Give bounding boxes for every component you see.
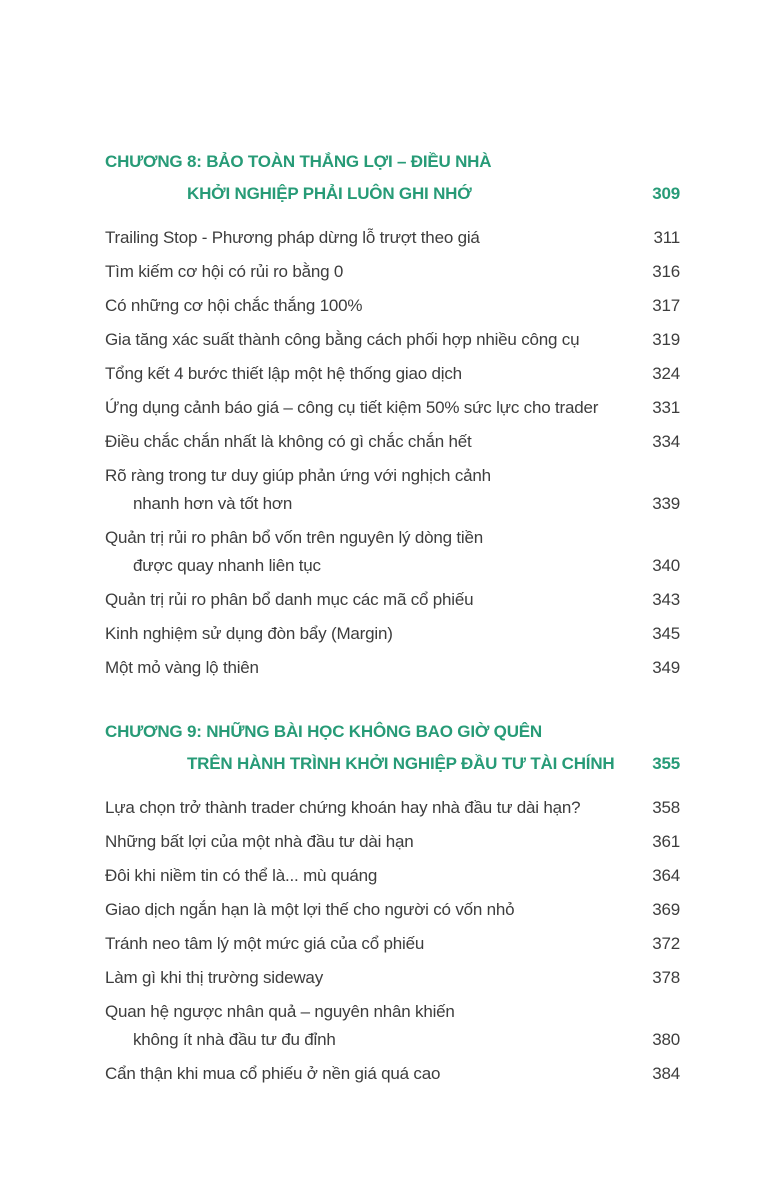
entry-title [105, 394, 642, 422]
toc-entry [105, 620, 680, 648]
entry-title [105, 524, 642, 580]
entry-page-number: 369 [652, 900, 680, 919]
toc-entry [105, 654, 680, 682]
entry-title-line: Điều chắc chắn nhất là không có gì chắc chắn hết [105, 432, 472, 451]
toc-entry [105, 462, 680, 518]
toc-entry [105, 828, 680, 856]
entry-title-line: Đôi khi niềm tin có thể là... mù quáng [105, 866, 378, 885]
entry-title [105, 862, 642, 890]
toc-entry [105, 326, 680, 354]
entry-page-number: 317 [652, 296, 680, 315]
entry-title-line: Làm gì khi thị trường sideway [105, 968, 323, 987]
entry-title [105, 998, 642, 1054]
entry-title [105, 258, 642, 286]
entry-title [105, 462, 642, 518]
toc-entry [105, 896, 680, 924]
chapter-entries [105, 224, 680, 682]
entry-page-number: 311 [653, 228, 680, 247]
entry-title [105, 360, 642, 388]
toc-entry [105, 524, 680, 580]
toc-entry [105, 1060, 680, 1088]
entry-title-line: Rõ ràng trong tư duy giúp phản ứng với nghịch cảnh [105, 466, 491, 485]
entry-title-line: Lựa chọn trở thành trader chứng khoán hay nhà đầu tư dài hạn? [105, 798, 581, 817]
entry-title-line: Kinh nghiệm sử dụng đòn bẩy (Margin) [105, 624, 393, 643]
entry-title [105, 930, 642, 958]
entry-title [105, 1060, 642, 1088]
chapter-heading-text [105, 716, 642, 780]
entry-title [105, 428, 642, 456]
entry-title-line: Ứng dụng cảnh báo giá – công cụ tiết kiệm 50% sức lực cho trader [105, 398, 599, 417]
entry-title-line: Giao dịch ngắn hạn là một lợi thế cho người có vốn nhỏ [105, 900, 515, 919]
toc-section-chapter-9 [105, 716, 680, 1088]
entry-title-line: Cẩn thận khi mua cổ phiếu ở nền giá quá cao [105, 1064, 441, 1083]
entry-page-number: 364 [652, 866, 680, 885]
chapter-heading-line: CHƯƠNG 9: NHỮNG BÀI HỌC KHÔNG BAO GIỜ QUÊN [105, 722, 542, 741]
entry-title [105, 896, 642, 924]
entry-page-number: 378 [652, 968, 680, 987]
entry-title-line: Quản trị rủi ro phân bổ vốn trên nguyên lý dòng tiền [105, 528, 484, 547]
entry-title-line: Những bất lợi của một nhà đầu tư dài hạn [105, 832, 414, 851]
chapter-heading-line: TRÊN HÀNH TRÌNH KHỞI NGHIỆP ĐẦU TƯ TÀI CHÍNH [187, 754, 615, 773]
entry-page-number: 340 [652, 556, 680, 575]
entry-page-number: 380 [652, 1030, 680, 1049]
chapter-heading [105, 716, 680, 780]
entry-title [105, 794, 642, 822]
toc-entry [105, 292, 680, 320]
entry-title-line: nhanh hơn và tốt hơn [133, 494, 293, 513]
entry-page-number: 345 [652, 624, 680, 643]
toc-entry [105, 428, 680, 456]
entry-title [105, 586, 642, 614]
entry-page-number: 343 [652, 590, 680, 609]
entry-page-number: 331 [652, 398, 680, 417]
entry-title [105, 654, 642, 682]
entry-page-number: 334 [652, 432, 680, 451]
toc-entry [105, 794, 680, 822]
toc-entry [105, 862, 680, 890]
toc-entry [105, 360, 680, 388]
toc-entry [105, 930, 680, 958]
entry-page-number: 358 [652, 798, 680, 817]
entry-page-number: 384 [652, 1064, 680, 1083]
toc-entry [105, 224, 680, 252]
toc-entry [105, 998, 680, 1054]
entry-title-line: Quan hệ ngược nhân quả – nguyên nhân khiến [105, 1002, 455, 1021]
entry-title-line: Có những cơ hội chắc thắng 100% [105, 296, 363, 315]
entry-title-line: Quản trị rủi ro phân bổ danh mục các mã cổ phiếu [105, 590, 474, 609]
entry-title-line: Một mỏ vàng lộ thiên [105, 658, 259, 677]
entry-title [105, 326, 642, 354]
chapter-heading-text [105, 146, 642, 210]
entry-title [105, 292, 642, 320]
entry-title-line: Gia tăng xác suất thành công bằng cách phối hợp nhiều công cụ [105, 330, 580, 349]
chapter-heading [105, 146, 680, 210]
toc-entry [105, 964, 680, 992]
entry-title-line: Tìm kiếm cơ hội có rủi ro bằng 0 [105, 262, 344, 281]
entry-title [105, 828, 642, 856]
toc-entry [105, 258, 680, 286]
entry-page-number: 324 [652, 364, 680, 383]
entry-title [105, 620, 642, 648]
entry-page-number: 319 [652, 330, 680, 349]
entry-page-number: 372 [652, 934, 680, 953]
entry-title-line: Tránh neo tâm lý một mức giá của cổ phiếu [105, 934, 425, 953]
chapter-heading-line: KHỞI NGHIỆP PHẢI LUÔN GHI NHỚ [187, 184, 472, 203]
entry-page-number: 339 [652, 494, 680, 513]
chapter-page-number: 309 [652, 184, 680, 203]
toc-entry [105, 394, 680, 422]
entry-page-number: 361 [652, 832, 680, 851]
toc-section-chapter-8 [105, 146, 680, 682]
entry-page-number: 316 [652, 262, 680, 281]
entry-page-number: 349 [652, 658, 680, 677]
entry-title-line: Tổng kết 4 bước thiết lập một hệ thống giao dịch [105, 364, 462, 383]
toc-entry [105, 586, 680, 614]
entry-title-line: Trailing Stop - Phương pháp dừng lỗ trượt theo giá [105, 228, 480, 247]
entry-title [105, 964, 642, 992]
entry-title-line: không ít nhà đầu tư đu đỉnh [133, 1030, 336, 1049]
entry-title-line: được quay nhanh liên tục [133, 556, 321, 575]
chapter-entries [105, 794, 680, 1088]
entry-title [105, 224, 643, 252]
chapter-page-number: 355 [652, 754, 680, 773]
chapter-heading-line: CHƯƠNG 8: BẢO TOÀN THẮNG LỢI – ĐIỀU NHÀ [105, 152, 492, 171]
